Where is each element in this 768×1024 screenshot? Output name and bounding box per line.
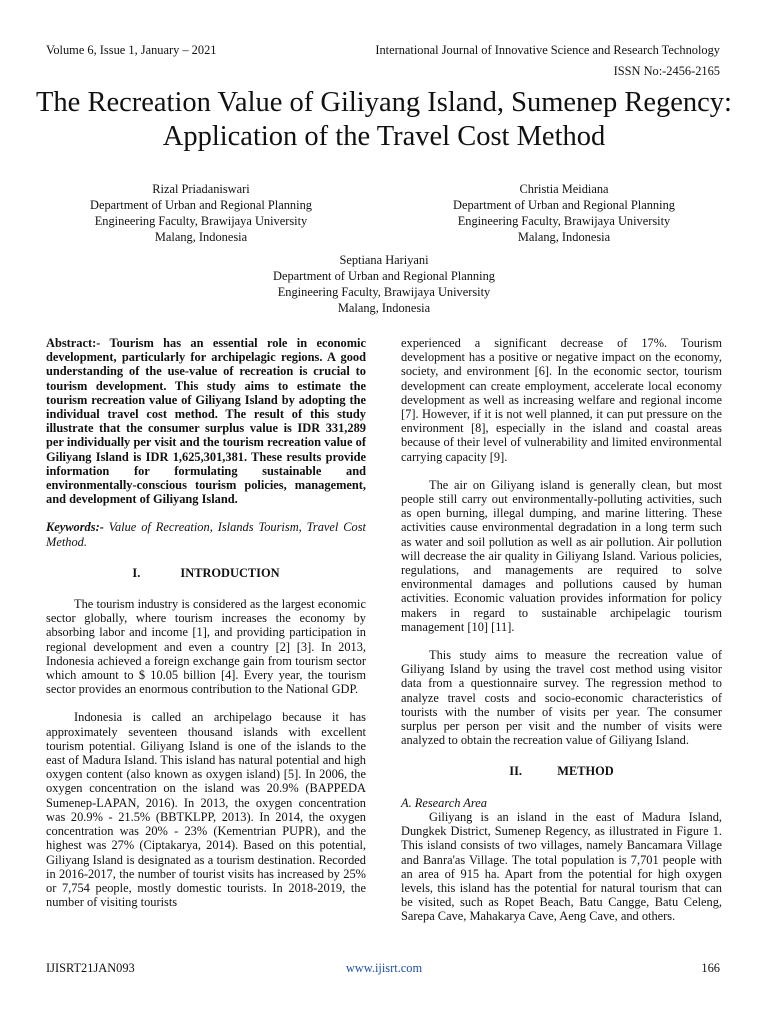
header-issn: ISSN No:-2456-2165 [613,64,720,78]
paper-title: The Recreation Value of Giliyang Island, Sumenep Regency: Application of the Travel Cost Method [36,87,732,152]
author-name: Septiana Hariyani [339,253,429,267]
author-name: Rizal Priadaniswari [152,182,250,196]
footer-url[interactable]: www.ijisrt.com [345,961,423,975]
footer-page-number: 166 [701,961,720,975]
section-heading-method [401,764,722,778]
method-paragraph: Giliyang is an island in the east of Madura Island, Dungkek District, Sumenep Regency, as illustrated in Figure 1. This island consists of two villages, namely Bancamara Village and Banra'as Village. The total population is 7,701 people with an area of 915 ha. Apart from the potential for high oxygen levels, this island has the potential for natural tourism that can be visited, such as Ropet Beach, Batu Cangge, Batu Celeng, Sarepa Cave, Mahakarya Cave, Aeng Cave, and others. [401,809,722,924]
author-city: Malang, Indonesia [337,301,431,315]
left-column [46,336,366,909]
intro-paragraph-2-continued: experienced a significant decrease of 17%. Tourism development has a positive or negative impact on the economy, society, and environment [6]. In the economic sector, tourism development can create employment, accelerate local economy development as well as increasing welfare and regional income [7]. However, if it is not well planned, it can put pressure on the environment [8], especially in the island and coastal areas because of their level of vulnerability and limited environmental carrying capacity [9]. [401,336,722,464]
keywords-label: Keywords:- [46,520,104,535]
author-2 [434,181,694,245]
author-faculty: Engineering Faculty, Brawijaya University [457,214,671,228]
intro-paragraph-1: The tourism industry is considered as the largest economic sector globally, where tourism increases the economy by absorbing labor and income [1], and providing participation in regional development and even a country [2] [3]. In 2013, Indonesia achieved a foreign exchange gain from tourism sector which amount to $ 10.05 billion [4]. Every year, the tourism sector provides an enormous contribution to the National GDP. [46,597,366,697]
author-dept: Department of Urban and Regional Planning [90,198,312,212]
author-faculty: Engineering Faculty, Brawijaya University [94,214,308,228]
header-journal: International Journal of Innovative Science and Research Technology [375,43,720,57]
abstract: Abstract:- Tourism has an essential role in economic development, particularly for archipelagic regions. A good understanding of the use-value of recreation is crucial to tourism development. This study aims to estimate the tourism recreation value of Giliyang Island by adopting the individual travel cost method. The result of this study illustrate that the consumer surplus value is IDR 331,289 per individually per visit and the tourism recreation value of Giliyang Island is IDR 1,625,301,381. These results provide information for formulating sustainable and environmentally-conscious tourism policies, management, and development of Giliyang Island. [46,336,366,507]
author-faculty: Engineering Faculty, Brawijaya University [277,285,491,299]
author-name: Christia Meidiana [519,182,609,196]
keywords [46,520,366,548]
author-3 [234,252,534,316]
author-city: Malang, Indonesia [517,230,611,244]
section-heading-introduction [46,566,366,580]
intro-paragraph-3: The air on Giliyang island is generally clean, but most people still carry out environmentally-polluting activities, such as open burning, illegal dumping, and marine littering. These activities cause environmental degradation in a long term such as water and soil pollution as well as air pollution. Air pollution will decrease the air quality in Giliyang Island. Various policies, regulations, and managements are required to solve environmental damages and pollutions caused by human activities. Economic valuation provides information for policy makers in regard to sustainable archipelagic tourism management [10] [11]. [401,477,722,634]
footer-code: IJISRT21JAN093 [46,961,135,975]
section-number: I. [132,565,141,580]
intro-paragraph-2: Indonesia is called an archipelago because it has approximately seventeen thousand islands with excellent tourism potential. Giliyang Island is one of the islands to the east of Madura Island. This island has natural potential and high oxygen content (also known as oxygen island) [5]. In 2006, the oxygen concentration on the island was 20.9% (BAPPEDA Sumenep-LAPAN, 2016). In 2013, the oxygen concentration was 20.9% - 21.5% (BBTKLPP, 2013). In 2014, the oxygen concentration was 20% - 23% (Kementrian PUPR), and the highest was 27% (Ciptakarya, 2014). Based on this potential, Giliyang Island is designated as a tourism destination. Recorded in 2016-2017, the number of tourist visits has increased by 25% or 7,754 people, mostly domestic tourists. In 2018-2019, the number of visiting tourists [46,710,366,910]
author-1 [76,181,326,245]
section-number: II. [509,764,523,779]
right-column [401,336,722,924]
subsection-research-area: A. Research Area [401,795,487,810]
section-title: INTRODUCTION [180,565,280,580]
section-title: METHOD [557,764,614,779]
header-volume: Volume 6, Issue 1, January – 2021 [46,43,217,57]
intro-paragraph-4: This study aims to measure the recreation value of Giliyang Island by using the travel cost method using visitor data from a questionnaire survey. The regression method to analyze travel costs and socio-economic characteristics of tourists with the number of visits per year. The consumer surplus per person per visit and the number of visits were analyzed to obtain the recreation value of Giliyang Island. [401,648,722,748]
author-city: Malang, Indonesia [154,230,248,244]
author-dept: Department of Urban and Regional Planning [453,198,675,212]
keywords-text: Value of Recreation, Islands Tourism, Travel Cost Method. [46,520,366,549]
author-dept: Department of Urban and Regional Planning [273,269,495,283]
